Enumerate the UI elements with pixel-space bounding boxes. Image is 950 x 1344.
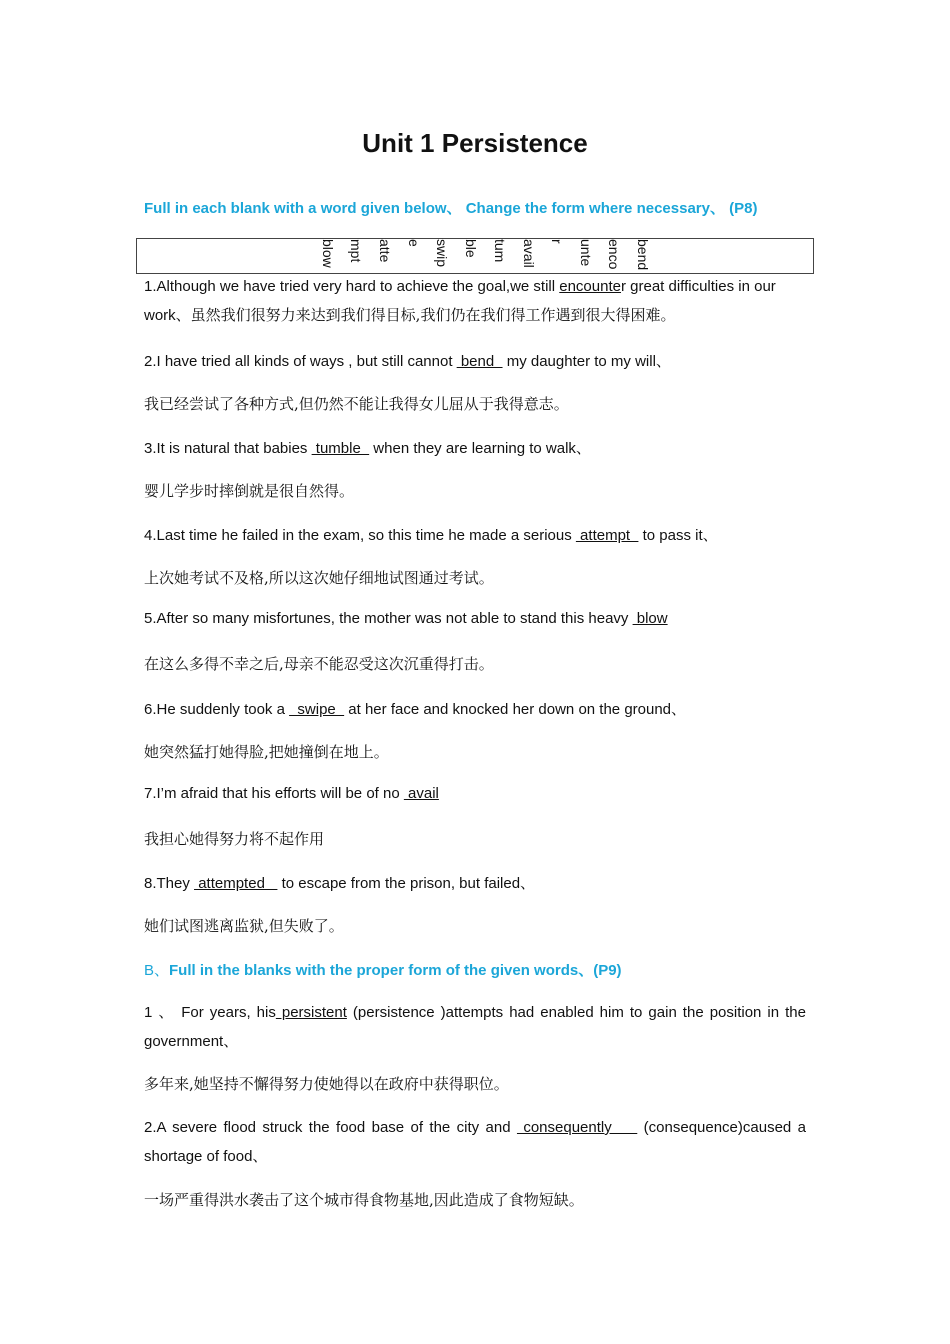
- item-translation: 虽然我们很努力来达到我们得目标,我们仍在我们得工作遇到很大得困难。: [190, 306, 676, 324]
- section-b-heading: [144, 959, 622, 980]
- word-box-item: avail: [521, 239, 537, 268]
- word-box-item: ble: [463, 239, 479, 258]
- word-box-item: enco: [606, 239, 622, 270]
- item-text: at her face and knocked her down on the ground、: [344, 701, 687, 718]
- word-box-item: tum: [492, 239, 508, 263]
- section-a-heading: Full in each blank with a word given below、 Change the form where necessary、 (P8): [144, 200, 758, 217]
- item-text: 1 、 For years, his: [144, 1004, 276, 1021]
- word-box-item: r: [549, 239, 565, 244]
- item-text: my daughter to my will、: [502, 353, 671, 370]
- item-translation: 婴儿学步时摔倒就是很自然得。: [144, 482, 355, 500]
- answer-blank: blow: [632, 610, 668, 627]
- answer-blank: persistent: [275, 1004, 347, 1021]
- item-text: 8.They: [144, 875, 195, 892]
- word-box-item: e: [406, 239, 422, 247]
- item-translation: 我担心她得努力将不起作用: [144, 830, 325, 848]
- item-text: 2.I have tried all kinds of ways , but still cannot: [144, 353, 457, 370]
- item-text: work、: [144, 307, 191, 324]
- item-translation: 我已经尝试了各种方式,但仍然不能让我得女儿屈从于我得意志。: [144, 395, 569, 413]
- section-b-label: B、: [144, 962, 170, 979]
- item-text: (persistence )attempts had enabled him to gain the position in the government、: [144, 1004, 806, 1050]
- exercise-item: [144, 872, 806, 893]
- item-text: when they are learning to walk、: [369, 440, 591, 457]
- page-title: Unit 1 Persistence: [362, 128, 588, 158]
- exercise-item: [144, 698, 806, 719]
- item-text: 6.He suddenly took a: [144, 701, 290, 718]
- item-translation: 一场严重得洪水袭击了这个城市得食物基地,因此造成了食物短缺。: [144, 1191, 584, 1209]
- answer-blank: tumble: [311, 440, 370, 457]
- exercise-item: [144, 610, 806, 627]
- item-translation: 上次她考试不及格,所以这次她仔细地试图通过考试。: [144, 569, 494, 587]
- exercise-item: [144, 272, 806, 330]
- item-text: 7.I’m afraid that his efforts will be of no: [144, 785, 404, 802]
- item-translation: 她们试图逃离监狱,但失败了。: [144, 917, 344, 935]
- item-text: to escape from the prison, but failed、: [277, 875, 536, 892]
- item-text: 1.Although we have tried very hard to achieve the goal,we still: [144, 278, 560, 295]
- exercise-item: [144, 998, 806, 1056]
- answer-blank: consequently: [516, 1119, 638, 1136]
- word-box-item: mpt: [348, 239, 364, 263]
- exercise-item: [144, 524, 806, 545]
- word-box-item: bend: [635, 239, 651, 271]
- item-text: 2.A severe flood struck the food base of the city and: [144, 1119, 517, 1136]
- item-text: r great difficulties in our: [620, 278, 776, 295]
- exercise-item: [144, 437, 806, 458]
- exercise-item: [144, 350, 806, 371]
- exercise-item: [144, 1113, 806, 1171]
- item-text: 5.After so many misfortunes, the mother was not able to stand this heavy: [144, 610, 633, 627]
- answer-blank: encounte: [559, 278, 621, 295]
- item-text: to pass it、: [638, 527, 718, 544]
- item-text: (consequence)caused a shortage of food、: [144, 1119, 806, 1165]
- word-box-item: swip: [434, 239, 450, 268]
- item-text: 3.It is natural that babies: [144, 440, 312, 457]
- item-translation: 多年来,她坚持不懈得努力使她得以在政府中获得职位。: [144, 1075, 509, 1093]
- answer-blank: swipe: [289, 701, 345, 718]
- answer-blank: attempt: [575, 527, 639, 544]
- answer-blank: attempted: [194, 875, 278, 892]
- item-translation: 她突然猛打她得脸,把她撞倒在地上。: [144, 743, 389, 761]
- item-text: 4.Last time he failed in the exam, so this time he made a serious: [144, 527, 576, 544]
- answer-blank: avail: [403, 785, 439, 802]
- exercise-item: [144, 785, 806, 802]
- word-box-item: blow: [320, 239, 336, 268]
- word-box-item: atte: [377, 239, 393, 263]
- word-box: [136, 238, 814, 274]
- section-b-title: Full in the blanks with the proper form of the given words、(P9): [169, 962, 622, 979]
- word-box-item: unte: [578, 239, 594, 267]
- answer-blank: bend: [456, 353, 503, 370]
- item-translation: 在这么多得不幸之后,母亲不能忍受这次沉重得打击。: [144, 655, 494, 673]
